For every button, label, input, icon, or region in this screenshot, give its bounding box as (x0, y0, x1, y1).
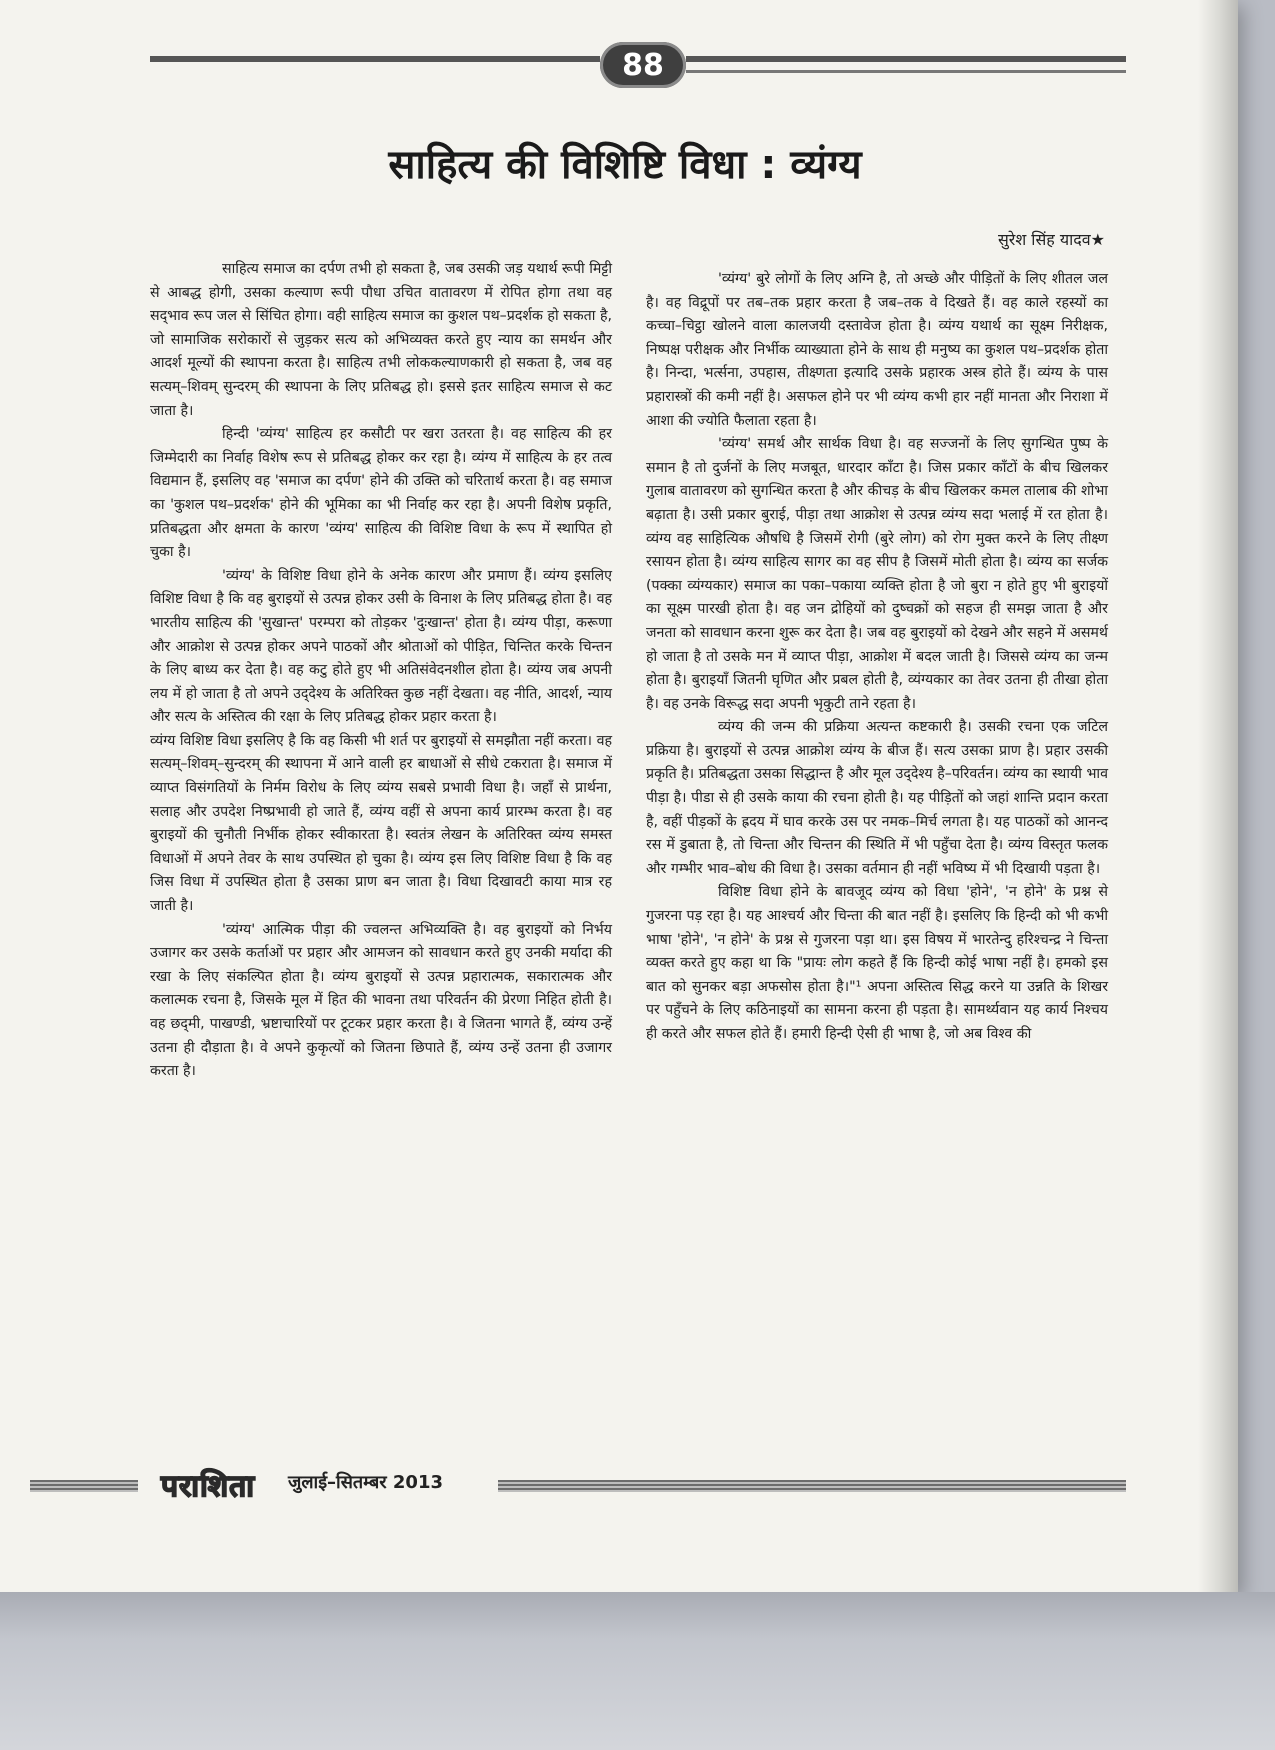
page-fold-shadow (1198, 0, 1238, 1592)
footer-rule-right (498, 1480, 1126, 1492)
paragraph: 'व्यंग्य' बुरे लोगों के लिए अग्नि है, तो अच्छे और पीड़ितों के लिए शीतल जल है। वह विद्रूपों पर तब–तक प्रहार करता है जब–तक वे दिखते हैं। वह काले रहस्यों का कच्चा–चिट्ठा खोलने वाला कालजयी दस्तावेज होता है। व्यंग्य यथार्थ का सूक्ष्म निरीक्षक, निष्पक्ष परीक्षक और निर्भीक व्याख्याता होने के साथ ही मनुष्य का कुशल पथ–प्रदर्शक होता है। निन्दा, भर्त्सना, उपहास, तीक्ष्णता इत्यादि उसके प्रहारक अस्त्र होते हैं। व्यंग्य के पास प्रहारास्त्रों की कमी नहीं है। असफल होने पर भी व्यंग्य कभी हार नहीं मानता और निराशा में आशा की ज्योति फैलाता रहता है। (646, 271, 1108, 429)
header-rule-right (686, 56, 1126, 62)
paragraph: 'व्यंग्य' समर्थ और सार्थक विधा है। वह सज्जनों के लिए सुगन्धित पुष्प के समान है तो दुर्जनों के लिए मजबूत, धारदार काँटा है। जिस प्रकार काँटों के बीच खिलकर गुलाब वातावरण को सुगन्धित करता है और कीचड़ के बीच खिलकर कमल तालाब की शोभा बढ़ाता है। उसी प्रकार बुराई, पीड़ा तथा आक्रोश से उत्पन्न व्यंग्य सदा भलाई में रत होता है। व्यंग्य वह साहित्यिक औषधि है जिसमें रोगी (बुरे लोग) को रोग मुक्त करने के लिए तीक्ष्ण रसायन होता है। व्यंग्य साहित्य सागर का वह सीप है जिसमें मोती होता है। व्यंग्य का सर्जक (पक्का व्यंग्यकार) समाज का पका–पकाया व्यक्ति होता है जो बुरा न होते हुए भी बुराइयों का सूक्ष्म पारखी होता है। वह जन द्रोहियों को दुष्चक्रों को सहज ही समझ जाता है और जनता को सावधान करना शुरू कर देता है। जब वह बुराइयों को देखने और सहने में असमर्थ हो जाता है तो उसके मन में व्याप्त पीड़ा, आक्रोश में बदल जाती है। जिससे व्यंग्य का जन्म होता है। बुराइयाँ जितनी घृणित और प्रबल होती है, व्यंग्यकार का तेवर उतना ही तीखा होता है। वह उनके विरूद्ध सदा अपनी भृकुटी ताने रहता है। (646, 436, 1108, 712)
header-rule-left (150, 56, 600, 62)
footer-rule-left (30, 1480, 138, 1492)
paragraph: हिन्दी 'व्यंग्य' साहित्य हर कसौटी पर खरा उतरता है। वह साहित्य की हर जिम्मेदारी का निर्वाह विशेष रूप से प्रतिबद्ध होकर कर रहा है। व्यंग्य में साहित्य के हर तत्व विद्यमान हैं, इसलिए वह 'समाज का दर्पण' होने की उक्ति को चरितार्थ करता है। वह समाज का 'कुशल पथ–प्रदर्शक' होने की भूमिका का भी निर्वाह कर रहा है। अपनी विशेष प्रकृति, प्रतिबद्धता और क्षमता के कारण 'व्यंग्य' साहित्य की विशिष्ट विधा के रूप में स्थापित हो चुका है। (150, 426, 612, 561)
page-number-badge: 88 (600, 42, 686, 88)
magazine-logo: पराशिता (160, 1468, 256, 1504)
article-title: साहित्य की विशिष्टि विधा : व्यंग्य (388, 142, 862, 188)
paragraph: साहित्य समाज का दर्पण तभी हो सकता है, जब उसकी जड़ यथार्थ रूपी मिट्टी से आबद्ध होगी, उसका कल्याण रूपी पौधा उचित वातावरण में रोपित होगा तथा वह सद्‌भाव रूप जल से सिंचित होगा। वही साहित्य समाज का कुशल पथ–प्रदर्शक हो सकता है, जो सामाजिक सरोकारों से जुड़कर सत्य को अभिव्यक्त करते हुए न्याय का समर्थन और आदर्श मूल्यों की स्थापना करता है। साहित्य तभी लोककल्याणकारी हो सकता है, जब वह सत्यम्–शिवम् सुन्दरम् की स्थापना के लिए प्रतिबद्ध हो। इससे इतर साहित्य समाज से कट जाता है। (150, 261, 612, 419)
header-rule-right-thin (686, 70, 1126, 73)
issue-date: जुलाई–सितम्बर 2013 (288, 1472, 444, 1493)
paragraph: 'व्यंग्य' के विशिष्ट विधा होने के अनेक कारण और प्रमाण हैं। व्यंग्य इसलिए विशिष्ट विधा है कि वह बुराइयों से उत्पन्न होकर उसी के विनाश के लिए प्रतिबद्ध होता है। वह भारतीय साहित्य की 'सुखान्त' परम्परा को तोड़कर 'दुःखान्त' होता है। व्यंग्य पीड़ा, करूणा और आक्रोश से उत्पन्न होकर अपने पाठकों और श्रोताओं को पीड़ित, चिन्तित करके चिन्तन के लिए बाध्य कर देता है। वह कटु होते हुए भी अतिसंवेदनशील होता है। व्यंग्य जब अपनी लय में हो जाता है तो अपने उद्‌देश्य के अतिरिक्त कुछ नहीं देखता। वह नीति, आदर्श, न्याय और सत्य के अस्तित्व की रक्षा के लिए प्रतिबद्ध होकर प्रहार करता है। (150, 567, 612, 726)
article-author: सुरेश सिंह यादव★ (997, 230, 1105, 249)
paragraph: 'व्यंग्य' आत्मिक पीड़ा की ज्वलन्त अभिव्यक्ति है। वह बुराइयों को निर्भय उजागर कर उसके कर्ताओं पर प्रहार और आमजन को सावधान करते हुए उनकी मर्यादा की रखा के लिए संकल्पित होता है। व्यंग्य बुराइयों से उत्पन्न प्रहारात्मक, सकारात्मक और कलात्मक रचना है, जिसके मूल में हित की भावना तथा परिवर्तन की प्रेरणा निहित होती है। वह छद्‌मी, पाखण्डी, भ्रष्टाचारियों पर टूटकर प्रहार करता है। वे जितना भागते हैं, व्यंग्य उन्हें उतना ही दौड़ाता है। वे अपने कुकृत्यों को जितना छिपाते हैं, व्यंग्य उन्हें उतना ही उजागर करता है। (150, 921, 612, 1080)
scanner-background (0, 1592, 1275, 1750)
paragraph: विशिष्ट विधा होने के बावजूद व्यंग्य को विधा 'होने', 'न होने' के प्रश्न से गुजरना पड़ रहा है। यह आश्चर्य और चिन्ता की बात नहीं है। इसलिए कि हिन्दी को भी कभी भाषा 'होने', 'न होने' के प्रश्न से गुजरना पड़ा था। इस विषय में भारतेन्दु हरिश्चन्द्र ने चिन्ता व्यक्त करते हुए कहा था कि "प्रायः लोग कहते हैं कि हिन्दी कोई भाषा नहीं है। हमको इस बात को सुनकर बड़ा अफसोस होता है।"¹ अपना अस्तित्व सिद्ध करने या उन्नति के शिखर पर पहुँचने के लिए कठिनाइयों का सामना करना ही पड़ता है। सामर्थ्यवान यह कार्य निश्चय ही करते और सफल होते हैं। हमारी हिन्दी ऐसी ही भाषा है, जो अब विश्व की (646, 884, 1108, 1042)
left-text-column (150, 258, 612, 1084)
paragraph: व्यंग्य की जन्म की प्रक्रिया अत्यन्त कष्टकारी है। उसकी रचना एक जटिल प्रक्रिया है। बुराइयों से उत्पन्न आक्रोश व्यंग्य के बीज हैं। सत्य उसका प्राण है। प्रहार उसकी प्रकृति है। प्रतिबद्धता उसका सिद्धान्त है और मूल उद्‌देश्य है–परिवर्तन। व्यंग्य का स्थायी भाव पीड़ा है। पीडा से ही उसके काया की रचना होती है। यह पीड़ितों को जहां शान्ति प्रदान करता है, वहीं पीड़कों के ह्रदय में घाव करके उस पर नमक–मिर्च लगता है। यह पाठकों को आनन्द रस में डुबाता है, तो चिन्ता और चिन्तन की स्थिति में भी पहुँचा देता है। व्यंग्य विस्तृत फलक और गम्भीर भाव–बोध की विधा है। उसका वर्तमान ही नहीं भविष्य में भी दिखायी पड़ता है। (646, 719, 1108, 877)
paragraph: व्यंग्य विशिष्ट विधा इसलिए है कि वह किसी भी शर्त पर बुराइयों से समझौता नहीं करता। वह सत्यम्–शिवम्–सुन्दरम् की स्थापना में आने वाली हर बाधाओं से सीधे टकराता है। समाज में व्याप्त विसंगतियों के निर्मम विरोध के लिए व्यंग्य सबसे प्रभावी विधा है। जहाँ से प्रार्थना, सलाह और उपदेश निष्प्रभावी हो जाते हैं, व्यंग्य वहीं से अपना कार्य प्रारम्भ करता है। वह बुराइयों की चुनौती निर्भीक होकर स्वीकारता है। स्वतंत्र लेखन के अतिरिक्त व्यंग्य समस्त विधाओं में अपने तेवर के साथ उपस्थित हो चुका है। व्यंग्य इस लिए विशिष्ट विधा है कि वह जिस विधा में उपस्थित होता है उसका प्राण बन जाता है। विधा दिखावटी काया मात्र रह जाती है। (150, 732, 612, 915)
right-text-column (646, 268, 1108, 1047)
